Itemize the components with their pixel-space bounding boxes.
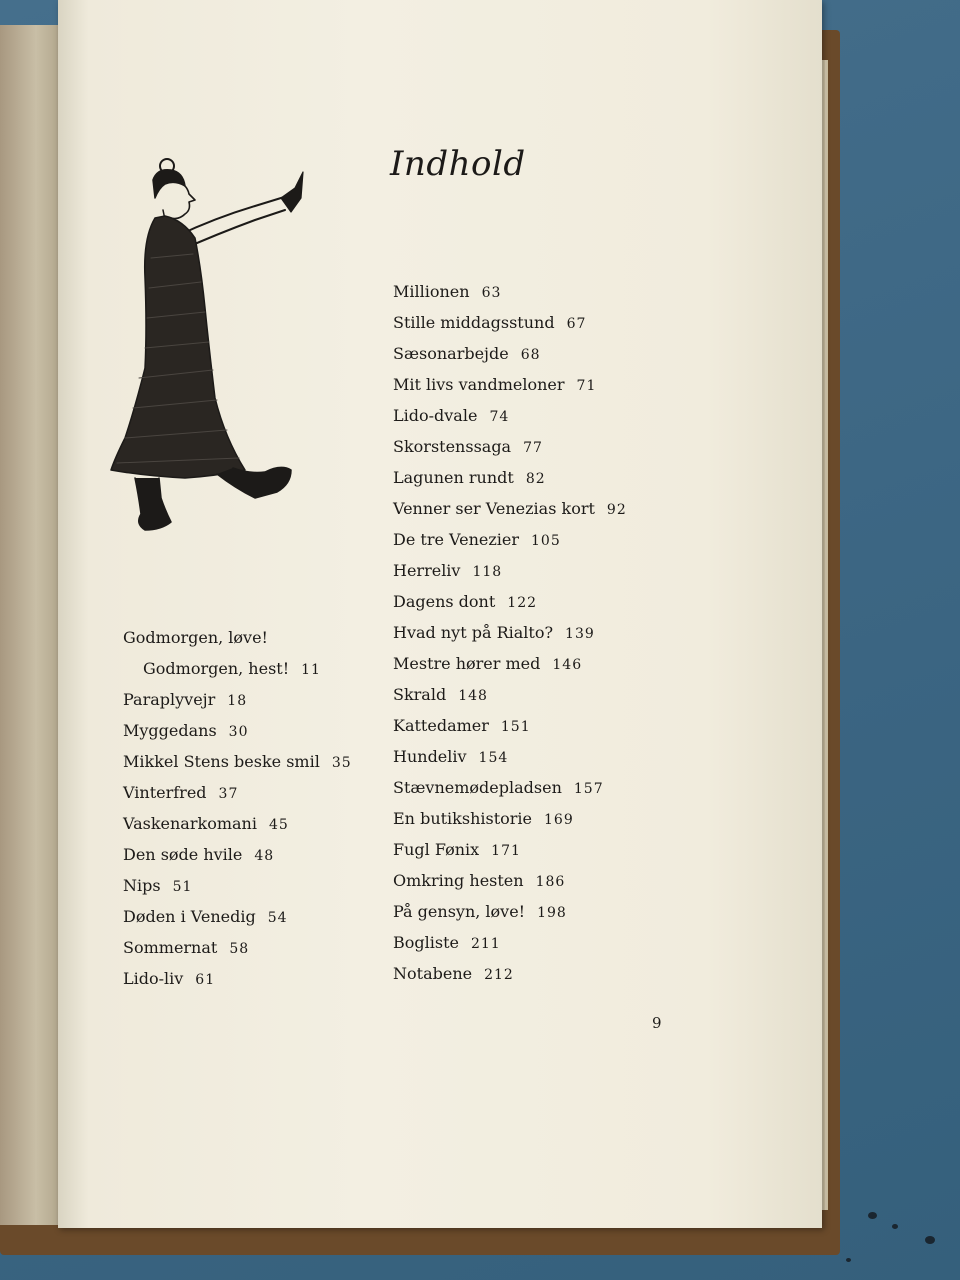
- toc-entry: [123, 653, 352, 684]
- toc-entry-title: Den søde hvile: [123, 845, 243, 864]
- toc-entry-page: 92: [606, 502, 627, 518]
- toc-right-column: [393, 276, 627, 989]
- toc-entry: [393, 307, 627, 338]
- toc-entry: [123, 622, 352, 653]
- toc-entry-title: Kattedamer: [393, 716, 489, 735]
- toc-entry: [393, 834, 627, 865]
- toc-entry-title: Fugl Fønix: [393, 840, 480, 859]
- toc-entry: [393, 462, 627, 493]
- toc-entry-page: 198: [537, 905, 567, 921]
- toc-entry-page: 212: [484, 967, 514, 983]
- toc-entry-title: Bogliste: [393, 933, 459, 952]
- toc-entry-title: Lagunen rundt: [393, 468, 514, 487]
- paint-spot: [846, 1258, 851, 1262]
- toc-entry-title: På gensyn, løve!: [393, 902, 526, 921]
- page-title: Indhold: [390, 144, 526, 184]
- toc-entry: [393, 927, 627, 958]
- toc-entry-page: 186: [535, 874, 566, 890]
- toc-entry-page: 61: [195, 972, 216, 988]
- toc-entry-page: 169: [544, 812, 574, 828]
- toc-entry-title: En butikshistorie: [393, 809, 532, 828]
- toc-entry: [393, 338, 627, 369]
- toc-entry: [393, 586, 627, 617]
- toc-entry-page: 171: [491, 843, 521, 859]
- toc-entry: [393, 896, 627, 927]
- toc-entry-page: 74: [489, 409, 510, 425]
- toc-entry: [393, 617, 627, 648]
- paint-spot: [868, 1212, 877, 1219]
- toc-entry-page: 118: [472, 564, 503, 580]
- toc-entry-title: Hundeliv: [393, 747, 467, 766]
- toc-entry: [123, 932, 352, 963]
- toc-entry-page: 37: [218, 786, 239, 802]
- toc-entry-page: 58: [229, 941, 250, 957]
- toc-entry: [393, 865, 627, 896]
- toc-entry-page: 105: [531, 533, 561, 549]
- toc-entry-title: Myggedans: [123, 721, 217, 740]
- toc-entry-title: Omkring hesten: [393, 871, 524, 890]
- toc-entry-title: Stævnemødepladsen: [393, 778, 562, 797]
- toc-entry-title: De tre Venezier: [393, 530, 520, 549]
- toc-entry-title: Lido-dvale: [393, 406, 478, 425]
- toc-entry: [393, 276, 627, 307]
- toc-entry-title: Stille middagsstund: [393, 313, 555, 332]
- toc-left-column: [123, 622, 352, 994]
- toc-entry-page: 68: [520, 347, 541, 363]
- toc-entry-title: Vaskenarkomani: [123, 814, 257, 833]
- paint-spot: [925, 1236, 935, 1244]
- toc-entry-page: 67: [566, 316, 587, 332]
- toc-entry: [393, 710, 627, 741]
- toc-entry-page: 82: [525, 471, 546, 487]
- toc-entry-page: 146: [552, 657, 583, 673]
- toc-entry-page: 35: [331, 755, 352, 771]
- toc-entry: [393, 679, 627, 710]
- toc-entry-page: 139: [565, 626, 595, 642]
- toc-entry: [123, 777, 352, 808]
- toc-entry-title: Mestre hører med: [393, 654, 541, 673]
- toc-entry-page: 154: [478, 750, 509, 766]
- toc-entry: [123, 901, 352, 932]
- toc-entry-title: Mit livs vandmeloner: [393, 375, 565, 394]
- walking-woman-illustration: [105, 158, 315, 548]
- toc-entry-title: Sæsonarbejde: [393, 344, 509, 363]
- toc-entry-page: 11: [301, 662, 321, 678]
- toc-entry-page: 51: [172, 879, 193, 895]
- paint-spot: [892, 1224, 898, 1229]
- toc-entry: [123, 684, 352, 715]
- toc-entry: [393, 958, 627, 989]
- toc-entry-page: 48: [254, 848, 275, 864]
- toc-entry-title: Døden i Venedig: [123, 907, 256, 926]
- toc-entry-title: Notabene: [393, 964, 473, 983]
- toc-entry-page: 151: [500, 719, 531, 735]
- toc-entry-page: 157: [573, 781, 604, 797]
- toc-entry: [393, 741, 627, 772]
- toc-entry-page: 63: [481, 285, 502, 301]
- toc-entry-title: Dagens dont: [393, 592, 496, 611]
- toc-entry: [123, 715, 352, 746]
- toc-entry-page: 211: [470, 936, 501, 952]
- toc-entry-title: Godmorgen, løve!: [123, 628, 268, 647]
- toc-entry-title: Hvad nyt på Rialto?: [393, 623, 554, 642]
- toc-entry-page: 148: [458, 688, 488, 704]
- toc-entry-title: Skrald: [393, 685, 447, 704]
- toc-entry: [393, 431, 627, 462]
- toc-entry: [393, 772, 627, 803]
- toc-entry: [123, 746, 352, 777]
- toc-entry-title: Herreliv: [393, 561, 461, 580]
- toc-entry: [123, 963, 352, 994]
- toc-entry: [393, 524, 627, 555]
- toc-entry-title: Skorstenssaga: [393, 437, 512, 456]
- left-page-edge: [0, 25, 60, 1225]
- toc-entry-title: Mikkel Stens beske smil: [123, 752, 320, 771]
- toc-entry-page: 122: [507, 595, 538, 611]
- toc-entry-title: Millionen: [393, 282, 470, 301]
- toc-entry: [393, 400, 627, 431]
- toc-entry-title: Nips: [123, 876, 161, 895]
- page-number: 9: [652, 1014, 662, 1032]
- toc-entry-page: 30: [228, 724, 249, 740]
- toc-entry-page: 45: [268, 817, 289, 833]
- toc-entry: [393, 493, 627, 524]
- toc-entry-page: 71: [576, 378, 597, 394]
- toc-entry-page: 18: [227, 693, 248, 709]
- toc-entry: [123, 839, 352, 870]
- toc-entry: [393, 803, 627, 834]
- toc-entry: [393, 648, 627, 679]
- toc-entry-title: Sommernat: [123, 938, 218, 957]
- toc-entry: [393, 555, 627, 586]
- toc-entry: [123, 870, 352, 901]
- toc-entry-page: 54: [267, 910, 288, 926]
- toc-entry-title: Venner ser Venezias kort: [393, 499, 595, 518]
- toc-entry-title: Vinterfred: [123, 783, 207, 802]
- toc-entry: [123, 808, 352, 839]
- toc-entry-title: Paraplyvejr: [123, 690, 216, 709]
- toc-entry-title: Godmorgen, hest!: [143, 659, 290, 678]
- toc-entry-page: 77: [523, 440, 543, 456]
- toc-entry-title: Lido-liv: [123, 969, 184, 988]
- toc-entry: [393, 369, 627, 400]
